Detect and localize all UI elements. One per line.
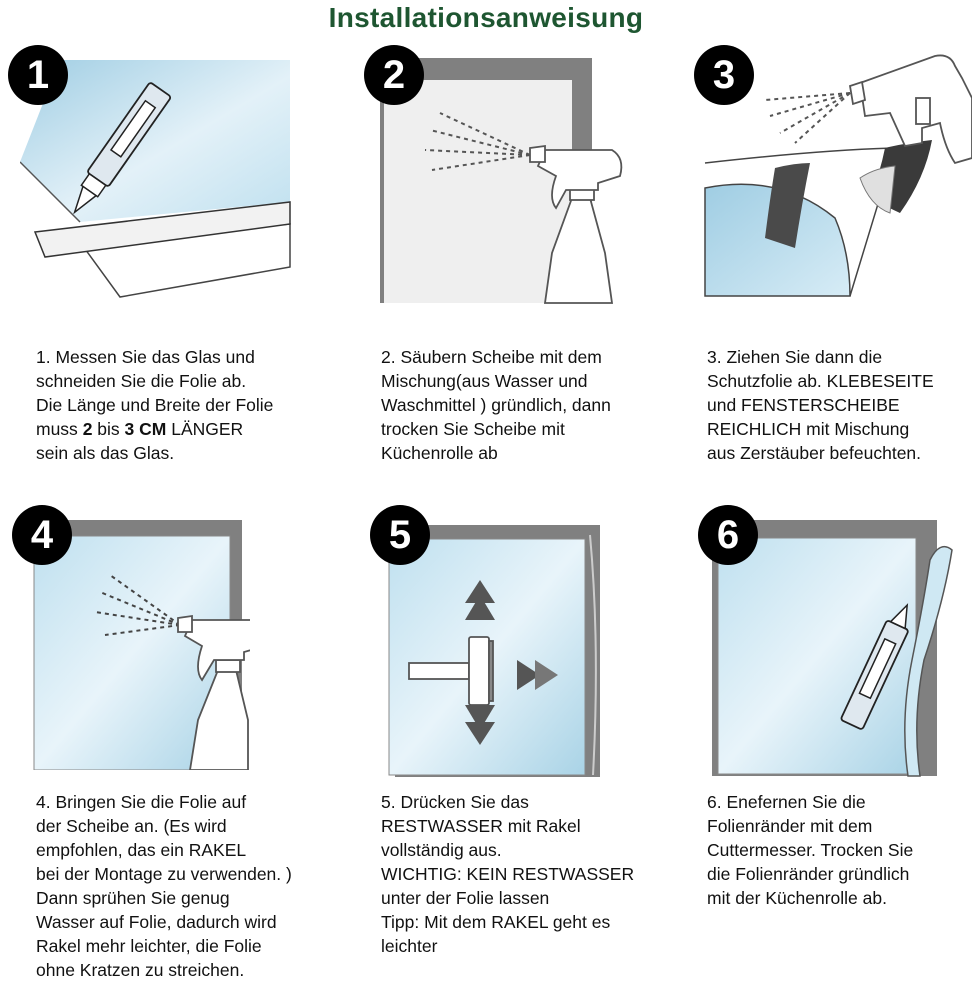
step-2-line: Mischung(aus Wasser und [381, 371, 588, 391]
step-5-instructions [381, 790, 634, 958]
step-4-line: der Scheibe an. (Es wird [36, 816, 227, 836]
step-3-number-badge: 3 [694, 45, 754, 105]
step-6-line: Cuttermesser. Trocken Sie [707, 840, 914, 860]
step-5-line: RESTWASSER mit Rakel [381, 816, 581, 836]
step-5-line: 5. Drücken Sie das [381, 792, 529, 812]
step-1-instructions [36, 345, 273, 465]
step-6-instructions [707, 790, 913, 910]
step-1-line: sein als das Glas. [36, 443, 175, 463]
step-5-line: unter der Folie lassen [381, 888, 550, 908]
step-2-line: trocken Sie Scheibe mit [381, 419, 565, 439]
step-5-line: Tipp: Mit dem RAKEL geht es [381, 912, 611, 932]
step-3-line: und FENSTERSCHEIBE [707, 395, 900, 415]
step-6-line: mit der Küchenrolle ab. [707, 888, 887, 908]
step-4-illustration [30, 520, 250, 770]
step-3-instructions [707, 345, 934, 465]
step-4-line: Wasser auf Folie, dadurch wird [36, 912, 277, 932]
step-2-line: Waschmittel ) gründlich, dann [381, 395, 611, 415]
step-2-line: 2. Säubern Scheibe mit dem [381, 347, 602, 367]
step-1-line: 1. Messen Sie das Glas und [36, 347, 255, 367]
step-5-illustration [385, 525, 605, 777]
step-1-number-badge: 1 [8, 45, 68, 105]
step-3-line: REICHLICH mit Mischung [707, 419, 910, 439]
step-4-line: Dann sprühen Sie genug [36, 888, 230, 908]
step-4-number-badge: 4 [12, 505, 72, 565]
step-4-line: 4. Bringen Sie die Folie auf [36, 792, 247, 812]
step-4-line: empfohlen, das ein RAKEL [36, 840, 247, 860]
step-6-line: Folienränder mit dem [707, 816, 873, 836]
step-1-emph-line: muss 2 bis 3 CM LÄNGER [36, 419, 244, 439]
step-2-line: Küchenrolle ab [381, 443, 498, 463]
step-5-line: vollständig aus. [381, 840, 502, 860]
step-1-line: Die Länge und Breite der Folie [36, 395, 274, 415]
step-5-number-badge: 5 [370, 505, 430, 565]
step-2-instructions [381, 345, 611, 465]
step-4-line: Rakel mehr leichter, die Folie [36, 936, 262, 956]
step-5-line: WICHTIG: KEIN RESTWASSER [381, 864, 635, 884]
step-6-number-badge: 6 [698, 505, 758, 565]
step-4-line: ohne Kratzen zu streichen. [36, 960, 245, 980]
step-6-line: die Folienränder gründlich [707, 864, 910, 884]
page-title: Installationsanweisung [328, 2, 644, 33]
step-3-line: 3. Ziehen Sie dann die [707, 347, 883, 367]
step-6-illustration [712, 520, 962, 778]
step-3-line: aus Zerstäuber befeuchten. [707, 443, 922, 463]
step-6-line: 6. Enefernen Sie die [707, 792, 866, 812]
step-2-illustration [380, 58, 630, 308]
step-2-number-badge: 2 [364, 45, 424, 105]
step-1-line: schneiden Sie die Folie ab. [36, 371, 247, 391]
step-3-line: Schutzfolie ab. KLEBESEITE [707, 371, 934, 391]
step-5-line: leichter [381, 936, 438, 956]
step-4-line: bei der Montage zu verwenden. ) [36, 864, 292, 884]
step-4-instructions [36, 790, 292, 982]
